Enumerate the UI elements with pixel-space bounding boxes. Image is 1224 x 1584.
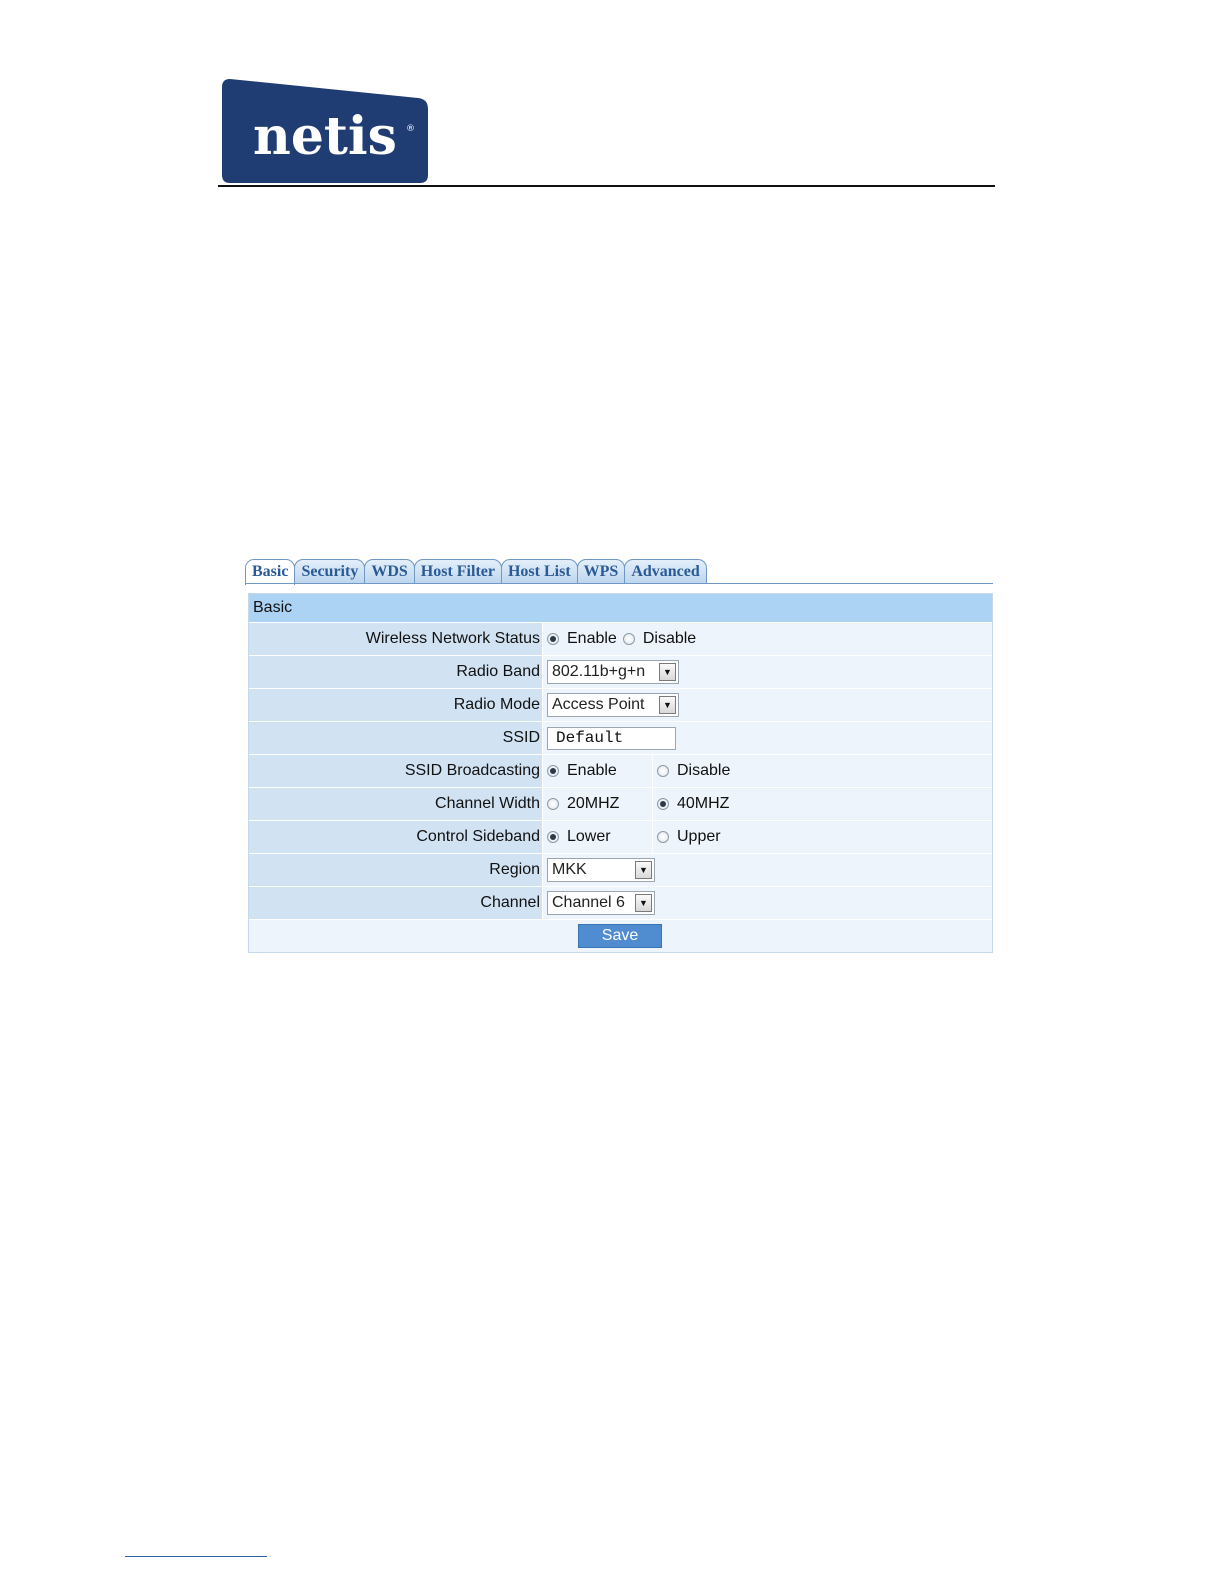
radio-band-label: Radio Band <box>249 656 543 688</box>
sideband-upper-label: Upper <box>677 828 721 845</box>
netis-logo <box>222 79 428 183</box>
tab-wps[interactable]: WPS <box>577 559 626 584</box>
footer-link-underline <box>125 1556 267 1557</box>
channel-width-20mhz-radio[interactable] <box>547 798 559 810</box>
channel-width-40mhz-radio[interactable] <box>657 798 669 810</box>
radio-mode-value: Access Point <box>552 696 645 713</box>
save-row <box>249 920 992 953</box>
tab-wds[interactable]: WDS <box>364 559 414 584</box>
wireless-disable-label: Disable <box>642 630 697 647</box>
ssid-row <box>249 722 992 755</box>
radio-band-value: 802.11b+g+n <box>552 663 646 680</box>
chevron-down-icon[interactable]: ▼ <box>635 861 652 879</box>
radio-band-row <box>249 656 992 689</box>
tab-host-filter[interactable]: Host Filter <box>414 559 502 584</box>
radio-mode-label: Radio Mode <box>249 689 543 721</box>
channel-value: Channel 6 <box>552 894 625 911</box>
ssid-broadcast-disable-radio[interactable] <box>657 765 669 777</box>
wireless-enable-radio[interactable] <box>547 633 559 645</box>
radio-band-select[interactable] <box>547 660 679 684</box>
logo-registered-mark: ® <box>406 124 415 134</box>
tab-advanced[interactable]: Advanced <box>624 559 706 584</box>
channel-width-label: Channel Width <box>249 788 543 820</box>
tab-host-list[interactable]: Host List <box>501 559 578 584</box>
basic-settings-panel <box>248 593 993 953</box>
control-sideband-row <box>249 821 992 854</box>
header-divider <box>218 185 995 187</box>
ssid-broadcast-enable-label: Enable <box>567 762 617 779</box>
wireless-status-row <box>249 623 992 656</box>
ssid-broadcasting-label: SSID Broadcasting <box>249 755 543 787</box>
channel-width-row <box>249 788 992 821</box>
wireless-enable-label: Enable <box>567 630 617 647</box>
control-sideband-label: Control Sideband <box>249 821 543 853</box>
sideband-lower-label: Lower <box>567 828 611 845</box>
ssid-broadcast-enable-radio[interactable] <box>547 765 559 777</box>
ssid-input[interactable]: Default <box>547 727 676 750</box>
wireless-disable-radio[interactable] <box>623 633 635 645</box>
tab-basic[interactable]: Basic <box>245 559 295 585</box>
radio-mode-select[interactable] <box>547 693 679 717</box>
channel-label: Channel <box>249 887 543 919</box>
tab-bar <box>245 559 706 585</box>
region-select[interactable] <box>547 858 655 882</box>
region-row <box>249 854 992 887</box>
radio-mode-row <box>249 689 992 722</box>
wireless-status-label: Wireless Network Status <box>249 623 543 655</box>
tab-underline <box>245 583 993 584</box>
region-label: Region <box>249 854 543 886</box>
chevron-down-icon[interactable]: ▼ <box>635 894 652 912</box>
channel-row <box>249 887 992 920</box>
save-button[interactable]: Save <box>578 924 662 948</box>
region-value: MKK <box>552 861 587 878</box>
sideband-upper-radio[interactable] <box>657 831 669 843</box>
tab-security[interactable]: Security <box>294 559 365 584</box>
chevron-down-icon[interactable]: ▼ <box>659 663 676 681</box>
channel-width-20mhz-label: 20MHZ <box>567 795 620 812</box>
channel-select[interactable] <box>547 891 655 915</box>
channel-width-40mhz-label: 40MHZ <box>677 795 730 812</box>
panel-title: Basic <box>249 594 992 623</box>
logo-wordmark: netis <box>253 105 397 167</box>
ssid-label: SSID <box>249 722 543 754</box>
sideband-lower-radio[interactable] <box>547 831 559 843</box>
ssid-broadcasting-row <box>249 755 992 788</box>
ssid-broadcast-disable-label: Disable <box>677 762 731 779</box>
chevron-down-icon[interactable]: ▼ <box>659 696 676 714</box>
